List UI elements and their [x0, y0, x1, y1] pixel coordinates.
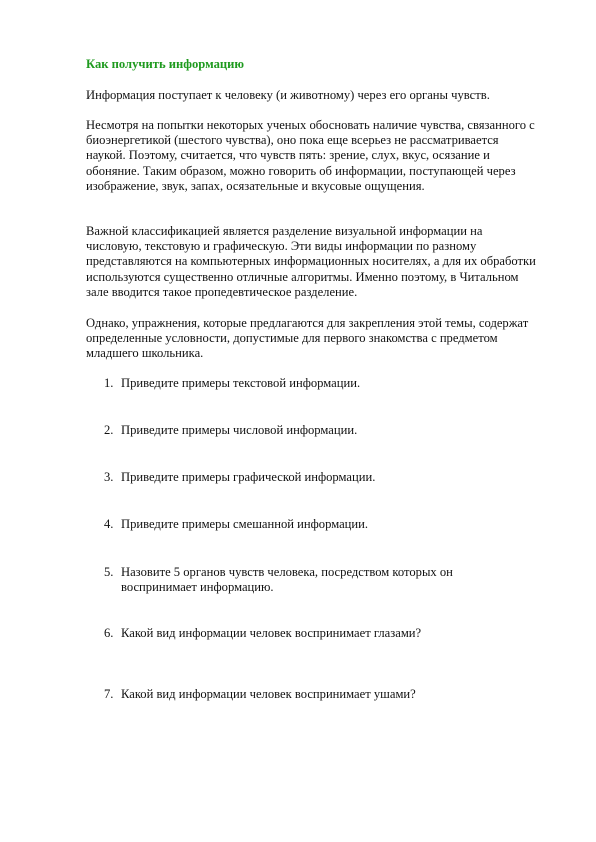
question-number: 5.: [104, 565, 114, 579]
question-text: Приведите примеры текстовой информации.: [121, 376, 361, 390]
question-number: 7.: [104, 687, 114, 701]
question-number: 3.: [104, 470, 114, 484]
question-text: Какой вид информации человек воспринимает глазами?: [121, 626, 422, 640]
question-text: Назовите 5 органов чувств человека, посредством которых он воспринимает информацию.: [121, 565, 453, 595]
question-text: Приведите примеры смешанной информации.: [121, 517, 369, 531]
question-text: Какой вид информации человек воспринимает ушами?: [121, 687, 416, 701]
question-number: 1.: [104, 376, 114, 390]
document-title: Как получить информацию: [86, 57, 245, 71]
question-number: 4.: [104, 517, 114, 531]
question-number: 2.: [104, 423, 114, 437]
question-number: 6.: [104, 626, 114, 640]
paragraph-intro: Информация поступает к человеку (и животному) через его органы чувств.: [86, 88, 490, 102]
question-text: Приведите примеры графической информации.: [121, 470, 376, 484]
paragraph-exercises: Однако, упражнения, которые предлагаются для закрепления этой темы, содержат определенные условности, допустимые для первого знакомства с предметом младшего школьника.: [86, 316, 529, 361]
paragraph-senses: Несмотря на попытки некоторых ученых обосновать наличие чувства, связанного с биоэнергетикой (шестого чувства), оно пока еще всерьез не рассматривается наукой. Поэтому, считается, что чувств пять: зрение, слух, вкус, осязание и обоняние. Таким образом, можно говорить об информации, поступающей через изображение, звук, запах, осязательные и вкусовые ощущения.: [86, 118, 535, 193]
question-text: Приведите примеры числовой информации.: [121, 423, 358, 437]
paragraph-classification: Важной классификацией является разделение визуальной информации на числовую, текстовую и графическую. Эти виды информации по разному представляются на компьютерных информационных носителях, а для их обработки используются существенно отличные алгоритмы. Именно поэтому, в Читальном зале вводится такое пропедевтическое разделение.: [86, 224, 536, 299]
